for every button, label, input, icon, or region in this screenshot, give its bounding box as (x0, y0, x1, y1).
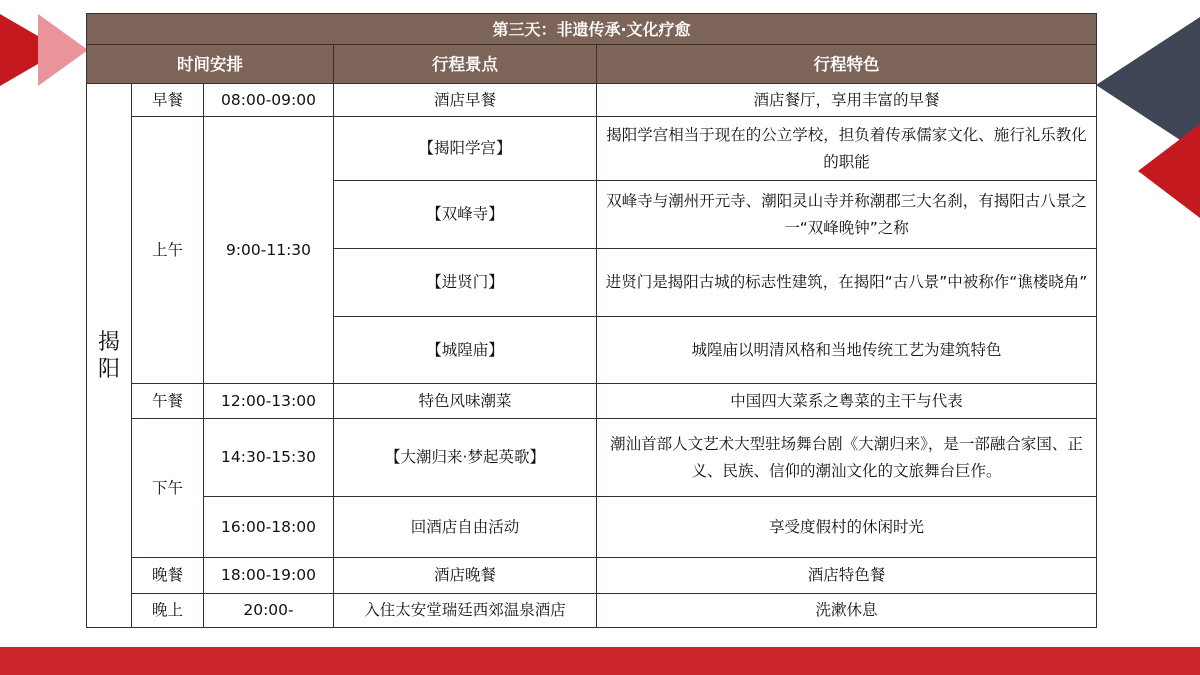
time-cell: 12:00-13:00 (204, 384, 334, 419)
feature-cell: 酒店特色餐 (597, 558, 1097, 594)
period-cell: 晚餐 (132, 558, 204, 594)
feature-cell: 城隍庙以明清风格和当地传统工艺为建筑特色 (597, 317, 1097, 384)
table-row (87, 594, 1097, 628)
city-cell (87, 84, 132, 628)
feature-cell: 享受度假村的休闲时光 (597, 497, 1097, 558)
table-header-row (87, 45, 1097, 84)
page-title: 第三天：非遗传承·文化疗愈 (87, 14, 1097, 45)
feature-cell: 揭阳学宫相当于现在的公立学校，担负着传承儒家文化、施行礼乐教化的职能 (597, 117, 1097, 181)
table-row (87, 117, 1097, 181)
header-spot: 行程景点 (334, 45, 597, 84)
table-row (87, 558, 1097, 594)
time-cell: 20:00- (204, 594, 334, 628)
time-cell: 9:00-11:30 (204, 117, 334, 384)
period-cell: 午餐 (132, 384, 204, 419)
feature-cell: 潮汕首部人文艺术大型驻场舞台剧《大潮归来》，是一部融合家国、正义、民族、信仰的潮汕文化的文旅舞台巨作。 (597, 419, 1097, 497)
time-cell: 08:00-09:00 (204, 84, 334, 117)
spot-cell: 特色风味潮菜 (334, 384, 597, 419)
spot-cell: 【城隍庙】 (334, 317, 597, 384)
header-schedule: 时间安排 (87, 45, 334, 84)
decorative-red-triangle-right (1138, 124, 1200, 218)
decorative-pink-triangle-left (38, 14, 88, 86)
period-cell: 上午 (132, 117, 204, 384)
feature-cell: 中国四大菜系之粤菜的主干与代表 (597, 384, 1097, 419)
decorative-bottom-bar (0, 647, 1200, 675)
itinerary-table (86, 13, 1097, 628)
spot-cell: 入住太安堂瑞廷西郊温泉酒店 (334, 594, 597, 628)
period-cell: 早餐 (132, 84, 204, 117)
time-cell: 14:30-15:30 (204, 419, 334, 497)
spot-cell: 【大潮归来·梦起英歌】 (334, 419, 597, 497)
spot-cell: 【双峰寺】 (334, 181, 597, 249)
time-cell: 18:00-19:00 (204, 558, 334, 594)
feature-cell: 双峰寺与潮州开元寺、潮阳灵山寺并称潮郡三大名刹，有揭阳古八景之一“双峰晚钟”之称 (597, 181, 1097, 249)
spot-cell: 酒店晚餐 (334, 558, 597, 594)
period-cell: 晚上 (132, 594, 204, 628)
spot-cell: 酒店早餐 (334, 84, 597, 117)
spot-cell: 【揭阳学宫】 (334, 117, 597, 181)
table-row (87, 384, 1097, 419)
city-char: 阳 (97, 356, 120, 382)
city-char: 揭 (97, 329, 120, 355)
feature-cell: 洗漱休息 (597, 594, 1097, 628)
feature-cell: 酒店餐厅，享用丰富的早餐 (597, 84, 1097, 117)
time-cell: 16:00-18:00 (204, 497, 334, 558)
table-row (87, 497, 1097, 558)
table-title-row (87, 14, 1097, 45)
spot-cell: 回酒店自由活动 (334, 497, 597, 558)
spot-cell: 【进贤门】 (334, 249, 597, 317)
feature-cell: 进贤门是揭阳古城的标志性建筑，在揭阳“古八景”中被称作“谯楼晓角” (597, 249, 1097, 317)
header-feature: 行程特色 (597, 45, 1097, 84)
table-row (87, 84, 1097, 117)
table-row (87, 419, 1097, 497)
period-cell: 下午 (132, 419, 204, 558)
